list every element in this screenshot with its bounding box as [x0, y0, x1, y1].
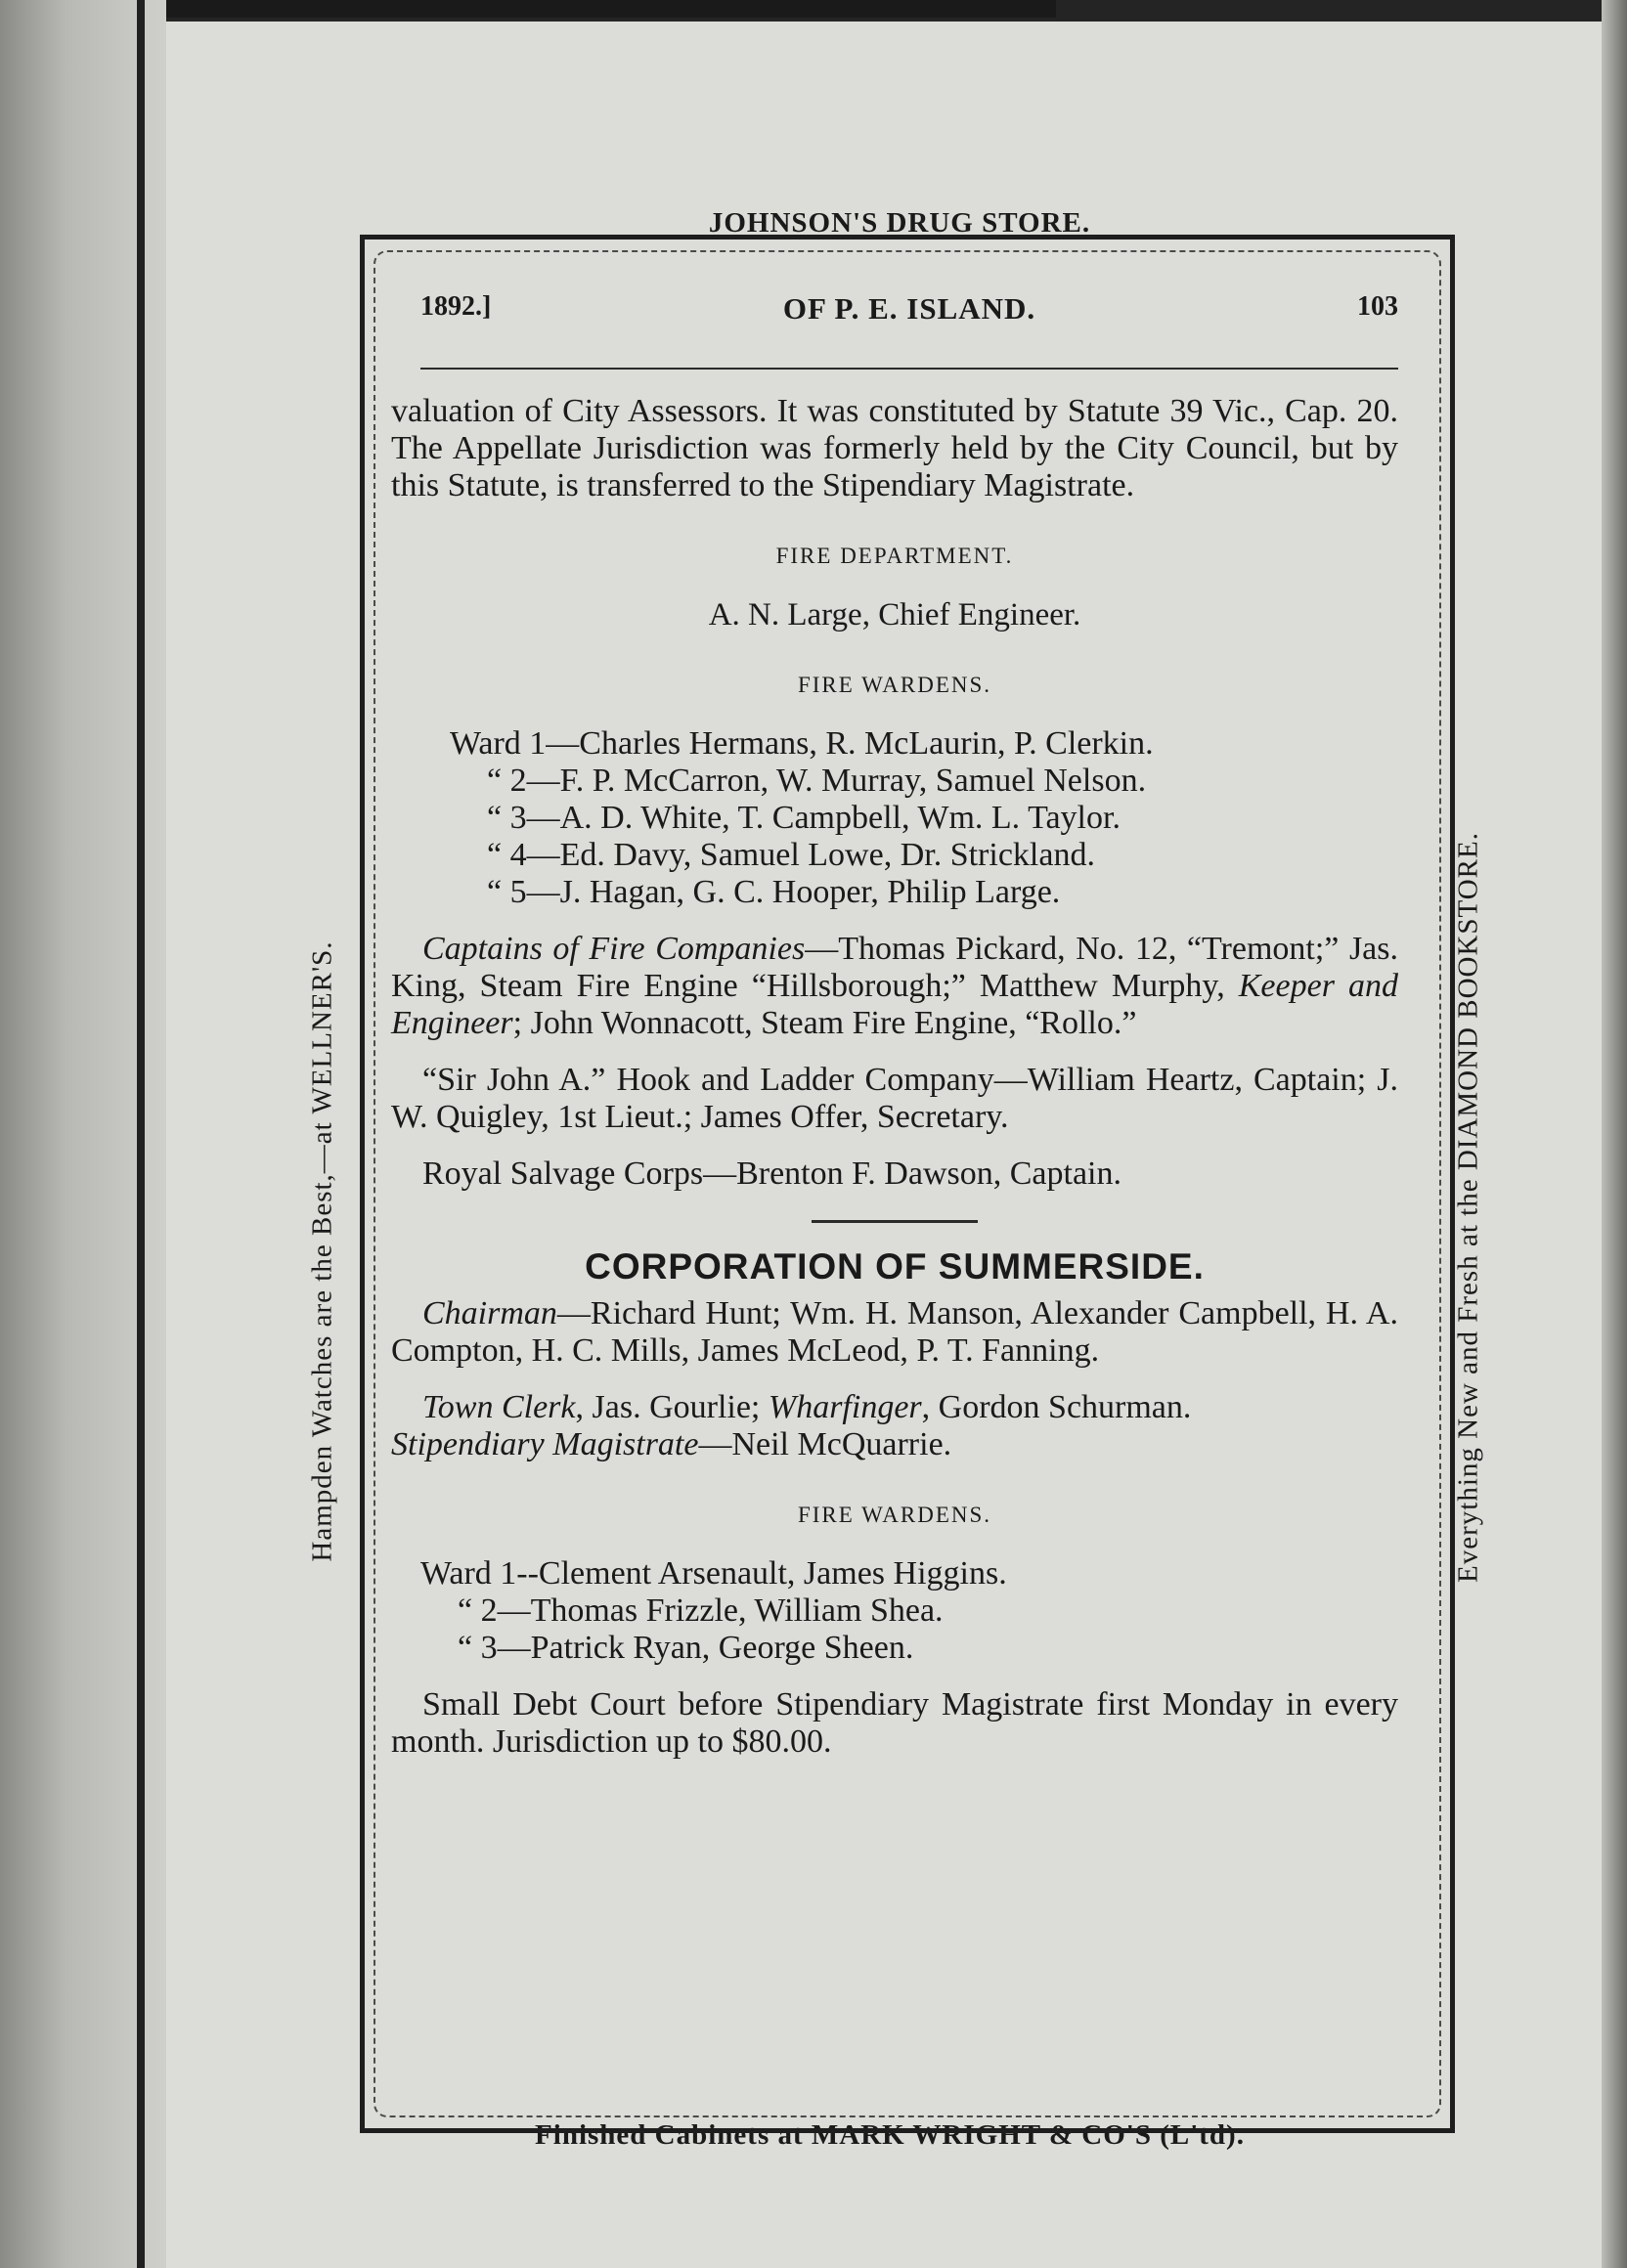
debt-court-paragraph: Small Debt Court before Stipendiary Magistrate first Monday in every month. Jurisdiction up to $80.00. — [391, 1686, 1398, 1760]
chairman-text: —Richard Hunt; Wm. H. Manson, Alexander Campbell, H. A. Compton, H. C. Mills, James McLeod, P. T. Fanning. — [391, 1295, 1398, 1369]
town-clerk-label: Town Clerk — [422, 1389, 576, 1425]
spacer — [391, 1042, 1398, 1062]
ward-names: --Clement Arsenault, James Higgins. — [516, 1555, 1007, 1592]
ward-row — [450, 837, 1398, 874]
header-advertisement: JOHNSON'S DRUG STORE. — [708, 207, 1091, 239]
page-edge-shadow — [1602, 0, 1627, 2268]
ward-names: —Charles Hermans, R. McLaurin, P. Clerkin. — [546, 725, 1154, 762]
wharfinger-label: Wharfinger — [768, 1389, 922, 1425]
ward-prefix: “ 5 — [487, 874, 527, 910]
ward-row — [420, 1555, 1398, 1592]
spacer — [391, 1136, 1398, 1156]
fire-department-heading: FIRE DEPARTMENT. — [775, 544, 1014, 568]
hook-ladder-paragraph: “Sir John A.” Hook and Ladder Company—William Heartz, Captain; J. W. Quigley, 1st Lieut.; James Offer, Secretary. — [391, 1062, 1398, 1135]
intro-paragraph: valuation of City Assessors. It was constituted by Statute 39 Vic., Cap. 20. The Appellate Jurisdiction was formerly held by the City Council, but by this Statute, is transferred to the Stipendiary Magistrate. — [391, 393, 1398, 503]
running-head-title: OF P. E. ISLAND. — [782, 291, 1036, 326]
captains-text-end: ; John Wonnacott, Steam Fire Engine, “Rollo.” — [512, 1005, 1137, 1041]
header-rule — [420, 368, 1398, 370]
ward-row — [450, 874, 1398, 911]
page-number: 103 — [1357, 291, 1398, 322]
ward-row — [450, 725, 1398, 763]
spacer — [391, 911, 1398, 931]
captains-text: —Thomas Pickard, No. 12, “Tremont;” Jas. King, Steam Fire Engine “Hillsborough;” Matthew Murphy, — [391, 931, 1398, 1004]
captains-paragraph — [391, 931, 1398, 1042]
scan-edge — [166, 0, 1056, 18]
ward-row — [420, 1592, 1398, 1630]
ward-names: —F. P. McCarron, W. Murray, Samuel Nelson. — [526, 763, 1147, 799]
salvage-corps-paragraph: Royal Salvage Corps—Brenton F. Dawson, Captain. — [422, 1156, 1121, 1192]
ward-row — [450, 763, 1398, 800]
summerside-wardens-heading: FIRE WARDENS. — [797, 1503, 992, 1527]
chief-engineer: A. N. Large, Chief Engineer. — [708, 597, 1081, 632]
ward-row — [450, 800, 1398, 837]
fire-wardens-heading: FIRE WARDENS. — [797, 673, 992, 697]
summerside-title: CORPORATION OF SUMMERSIDE. — [585, 1246, 1205, 1287]
right-side-advertisement: Everything New and Fresh at the DIAMOND BOOKSTORE. — [1452, 832, 1484, 1583]
summerside-ward-list — [420, 1555, 1398, 1667]
magistrate-label: Stipendiary Magistrate — [391, 1426, 699, 1462]
spacer — [391, 1370, 1398, 1389]
ward-row — [420, 1630, 1398, 1667]
keeper-engineer-label: Keeper and Engineer — [391, 968, 1398, 1041]
chairman-label: Chairman — [422, 1295, 557, 1331]
ward-prefix: “ 3 — [458, 1630, 498, 1666]
gutter-line — [137, 0, 145, 2268]
ward-prefix: “ 2 — [458, 1592, 498, 1629]
ward-names: —J. Hagan, G. C. Hooper, Philip Large. — [526, 874, 1061, 910]
ward-prefix: “ 2 — [487, 763, 527, 799]
ward-prefix: Ward 1 — [420, 1555, 517, 1592]
running-head — [420, 291, 1398, 330]
ward-names: —Patrick Ryan, George Sheen. — [497, 1630, 914, 1666]
page-body — [391, 393, 1398, 1761]
charlottetown-ward-list — [450, 725, 1398, 911]
footer-advertisement: Finished Cabinets at MARK WRIGHT & CO'S (L'td). — [535, 2119, 1245, 2151]
ward-prefix: “ 3 — [487, 800, 527, 836]
town-clerk-text: , Jas. Gourlie; — [575, 1389, 769, 1425]
magistrate-text: —Neil McQuarrie. — [698, 1426, 952, 1462]
ward-names: —Thomas Frizzle, William Shea. — [497, 1592, 944, 1629]
captains-label: Captains of Fire Companies — [422, 931, 806, 967]
wharfinger-text: , Gordon Schurman. — [921, 1389, 1192, 1425]
left-side-advertisement: Hampden Watches are the Best,—at WELLNER'S. — [306, 940, 338, 1562]
officers-paragraph — [391, 1389, 1398, 1463]
running-head-year: 1892.] — [420, 291, 492, 322]
chairman-paragraph — [391, 1295, 1398, 1370]
ward-names: —Ed. Davy, Samuel Lowe, Dr. Strickland. — [526, 837, 1095, 873]
ward-names: —A. D. White, T. Campbell, Wm. L. Taylor. — [526, 800, 1121, 836]
ward-prefix: Ward 1 — [450, 725, 547, 762]
ward-prefix: “ 4 — [487, 837, 527, 873]
section-divider — [812, 1220, 978, 1223]
spacer — [391, 1667, 1398, 1686]
